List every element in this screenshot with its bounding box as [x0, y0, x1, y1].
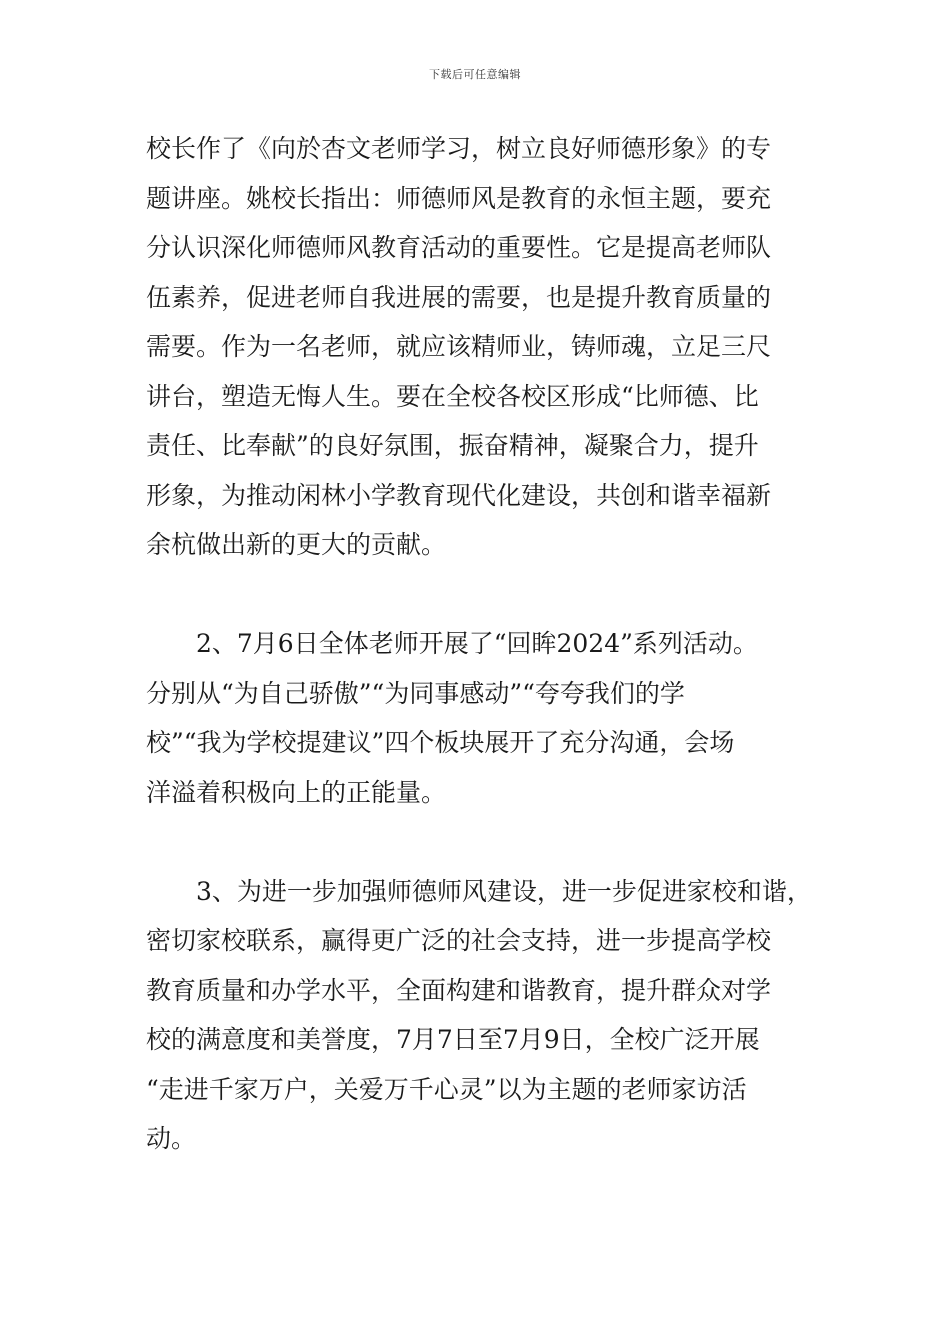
text-line: 题讲座。姚校长指出：师德师风是教育的永恒主题，要充 [146, 183, 772, 213]
paragraph-2 [146, 619, 822, 817]
text-line: 洋溢着积极向上的正能量。 [146, 777, 447, 807]
text-line: 密切家校联系，赢得更广泛的社会支持，进一步提高学校 [146, 926, 772, 955]
text-line: 形象，为推动闲林小学教育现代化建设，共创和谐幸福新 [146, 480, 772, 510]
text-line: 伍素养，促进老师自我进展的需要，也是提升教育质量的 [146, 282, 772, 312]
paragraph-spacer [146, 570, 822, 620]
text-line: 分别从“为自己骄傲”“为同事感动”“夸夸我们的学 [146, 678, 685, 708]
page-header-note: 下载后可任意编辑 [429, 68, 521, 81]
text-line: 2、7月6日全体老师开展了“回眸2024”系列活动。 [146, 629, 758, 658]
text-line: 余杭做出新的更大的贡献。 [146, 530, 447, 559]
text-line: 校长作了《向於杏文老师学习，树立良好师德形象》的专 [146, 134, 772, 163]
text-line: 3、为进一步加强师德师风建设，进一步促进家校和谐， [146, 876, 812, 906]
text-line: 动。 [146, 1124, 197, 1153]
text-line: 教育质量和办学水平，全面构建和谐教育，提升群众对学 [146, 975, 772, 1005]
text-line: 校”“我为学校提建议”四个板块展开了充分沟通，会场 [146, 728, 735, 757]
paragraph-3 [146, 867, 822, 1164]
document-body [146, 124, 822, 1164]
text-line: 分认识深化师德师风教育活动的重要性。它是提高老师队 [146, 233, 772, 262]
paragraph-1 [146, 124, 822, 570]
text-line: 校的满意度和美誉度，7月7日至7月9日，全校广泛开展 [146, 1025, 760, 1054]
text-line: “走进千家万户，关爱万千心灵”以为主题的老师家访活 [146, 1074, 747, 1104]
text-line: 讲台，塑造无悔人生。要在全校各校区形成“比师德、比 [146, 381, 759, 411]
text-line: 需要。作为一名老师，就应该精师业，铸师魂，立足三尺 [146, 332, 772, 361]
text-line: 责任、比奉献”的良好氛围，振奋精神，凝聚合力，提升 [146, 431, 759, 460]
paragraph-spacer [146, 817, 822, 867]
